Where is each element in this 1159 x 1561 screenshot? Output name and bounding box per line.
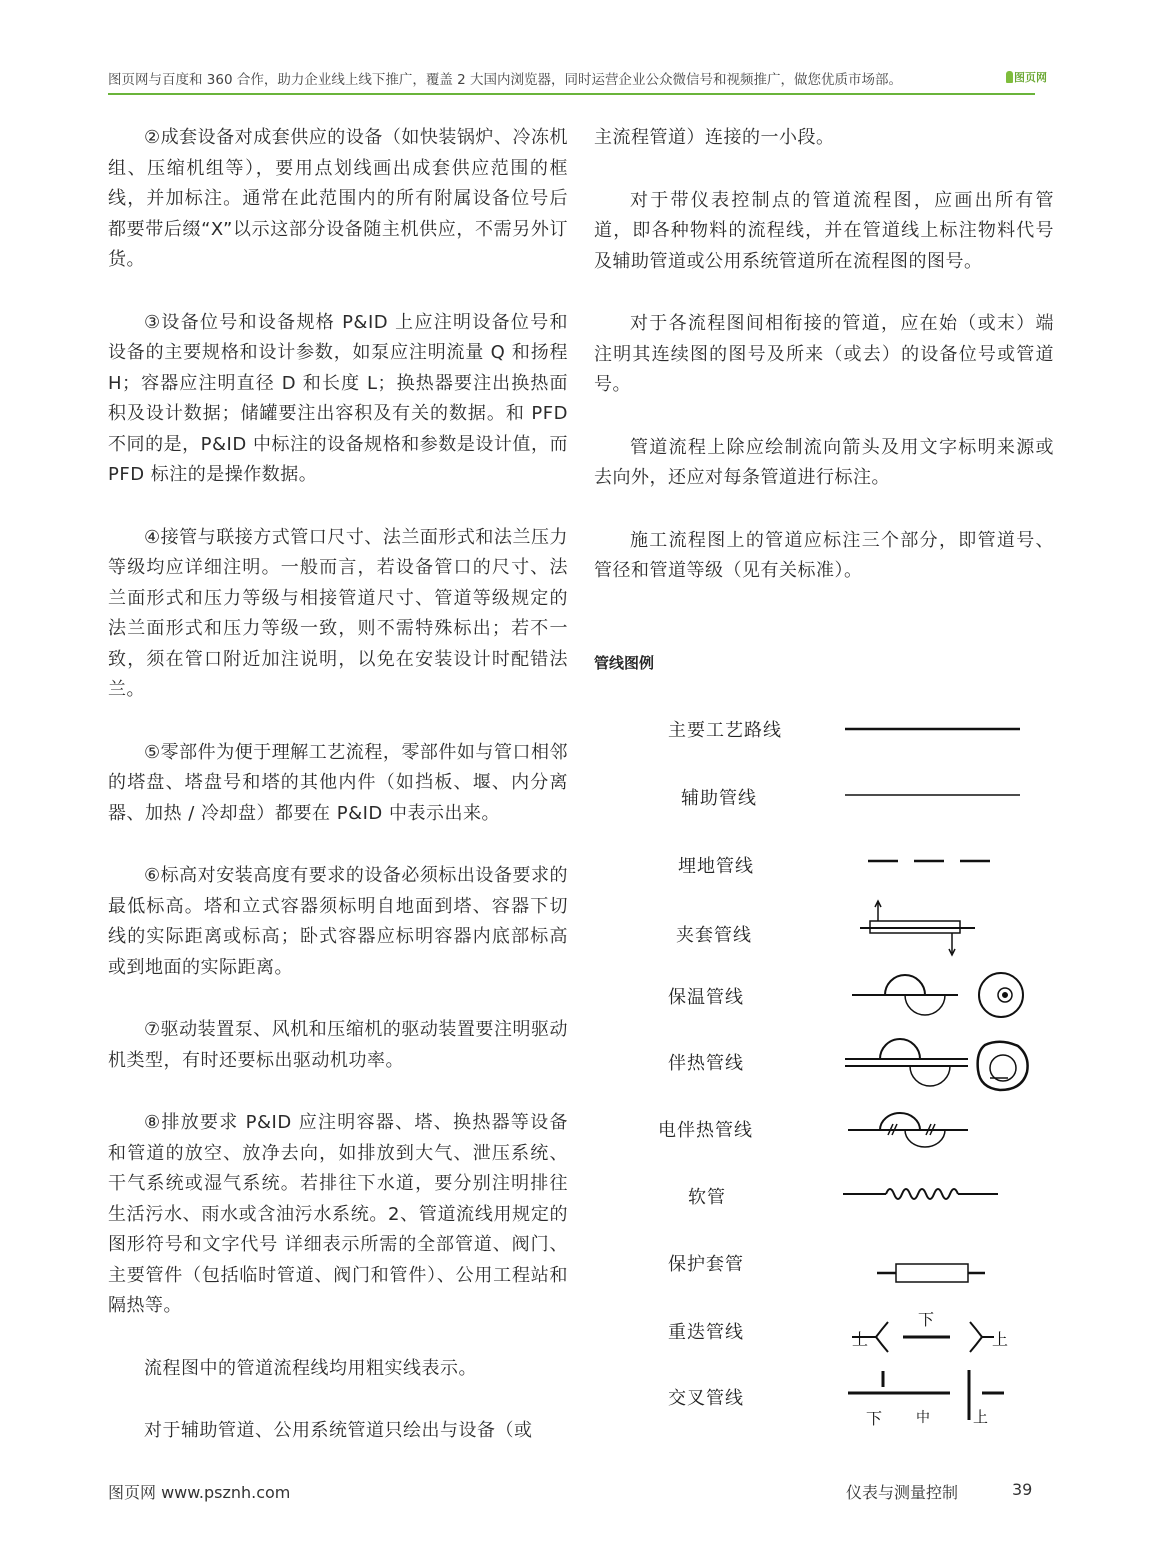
legend-label: 软管 [688, 1187, 726, 1208]
site-logo[interactable] [1006, 68, 1047, 88]
page-number: 39 [1012, 1480, 1033, 1499]
paragraph: ③设备位号和设备规格 P&ID 上应注明设备位号和设备的主要规格和设计参数，如泵应注明流量 Q 和扬程 H；容器应注明直径 D 和长度 L；换热器要注出换热面积及设计数据；储罐要注出容积及有关的数据。和 PFD 不同的是，P&ID 中标注的设备规格和参数是设计值，而 PFD 标注的是操作数据。 [108, 311, 568, 485]
header-banner: 图页网与百度和 360 合作，助力企业线上线下推广，覆盖 2 大国内浏览器，同时运营企业公众微信号和视频推广，做您优质市场部。 [108, 72, 903, 88]
traced-line-symbol [845, 1039, 1028, 1090]
legend-label: 重迭管线 [668, 1322, 744, 1343]
jacketed-line-symbol [860, 901, 975, 955]
legend-label: 埋地管线 [678, 856, 754, 877]
paragraph: ⑥标高对安装高度有要求的设备必须标出设备要求的最低标高。塔和立式容器须标明自地面到塔、容器下切线的实际距离或标高；卧式容器应标明容器内底部标高或到地面的实际距离。 [108, 865, 568, 978]
legend-label: 夹套管线 [676, 925, 752, 946]
paragraph: 施工流程图上的管道应标注三个部分，即管道号、管径和管道等级（见有关标准）。 [594, 529, 1054, 581]
footer-journal-name: 仪表与测量控制 [846, 1483, 959, 1502]
paragraph: ⑤零部件为便于理解工艺流程，零部件如与管口相邻的塔盘、塔盘号和塔的其他内件（如挡板、堰、内分离器、加热 / 冷却盘）都要在 P&ID 中表示出来。 [108, 741, 568, 824]
legend-symbol-text: 上 [992, 1330, 1009, 1349]
insulated-line-symbol [852, 973, 1023, 1017]
left-column [108, 123, 568, 1479]
header-divider [108, 93, 1035, 95]
legend-symbol-text: 上 [973, 1408, 989, 1426]
legend-symbol-text: 下 [866, 1409, 883, 1428]
legend-label: 交叉管线 [668, 1388, 744, 1409]
paragraph: 流程图中的管道流程线均用粗实线表示。 [144, 1357, 477, 1379]
paragraph: 管道流程上除应绘制流向箭头及用文字标明来源或去向外，还应对每条管道进行标注。 [594, 436, 1054, 488]
paragraph: 对于带仪表控制点的管道流程图，应画出所有管道，即各种物料的流程线，并在管道线上标注物料代号及辅助管道或公用系统管道所在流程图的图号。 [594, 189, 1054, 272]
legend-label: 保温管线 [668, 987, 744, 1008]
legend-label: 辅助管线 [681, 788, 757, 809]
protective-sleeve-symbol [877, 1264, 985, 1282]
electric-traced-line-symbol [848, 1113, 968, 1147]
legend-label: 主要工艺路线 [668, 720, 782, 741]
paragraph: 对于辅助管道、公用系统管道只绘出与设备（或 [144, 1420, 533, 1441]
paragraph: ⑧排放要求 P&ID 应注明容器、塔、换热器等设备和管道的放空、放净去向，如排放到大气、泄压系统、干气系统或湿气系统。若排往下水道，要分别注明排往生活污水、雨水或含油污水系统。2、管道流线用规定的图形符号和文字代号 详细表示所需的全部管道、阀门、主要管件（包括临时管道、阀门和管件）、公用工程站和隔热等。 [108, 1112, 568, 1316]
legend-label: 伴热管线 [668, 1053, 744, 1074]
paragraph-continuation: 主流程管道）连接的一小段。 [594, 127, 835, 148]
legend-symbol-text: 中 [916, 1410, 930, 1426]
paragraph: ②成套设备对成套供应的设备（如快装锅炉、冷冻机组、压缩机组等），要用点划线画出成套供应范围的框线，并加标注。通常在此范围内的所有附属设备位号后都要带后缀“X”以示这部分设备随主机供应，不需另外订货。 [108, 127, 568, 270]
legend-label: 电伴热管线 [658, 1120, 753, 1141]
paragraph: ⑦驱动装置泵、风机和压缩机的驱动装置要注明驱动机类型，有时还要标出驱动机功率。 [108, 1019, 568, 1071]
legend-label: 保护套管 [668, 1254, 744, 1275]
pipeline-legend-symbols [590, 700, 1040, 1440]
legend-title: 管线图例 [594, 654, 655, 672]
footer-site: 图页网 www.psznh.com [108, 1483, 291, 1502]
right-column [594, 123, 1054, 619]
paragraph: 对于各流程图间相衔接的管道，应在始（或末）端注明其连续图的图号及所来（或去）的设备位号或管道号。 [594, 313, 1054, 395]
hose-symbol [843, 1189, 998, 1199]
logo-text: 图页网 [1014, 71, 1047, 84]
legend-symbol-text: 下 [918, 1310, 935, 1329]
logo-icon [1006, 71, 1013, 83]
legend-symbol-text: 上 [852, 1330, 869, 1349]
paragraph: ④接管与联接方式管口尺寸、法兰面形式和法兰压力等级均应详细注明。一般而言，若设备管口的尺寸、法兰面形式和压力等级与相接管道尺寸、管道等级规定的法兰面形式和压力等级一致，则不需特殊标出；若不一致，须在管口附近加注说明，以免在安装设计时配错法兰。 [108, 526, 568, 700]
